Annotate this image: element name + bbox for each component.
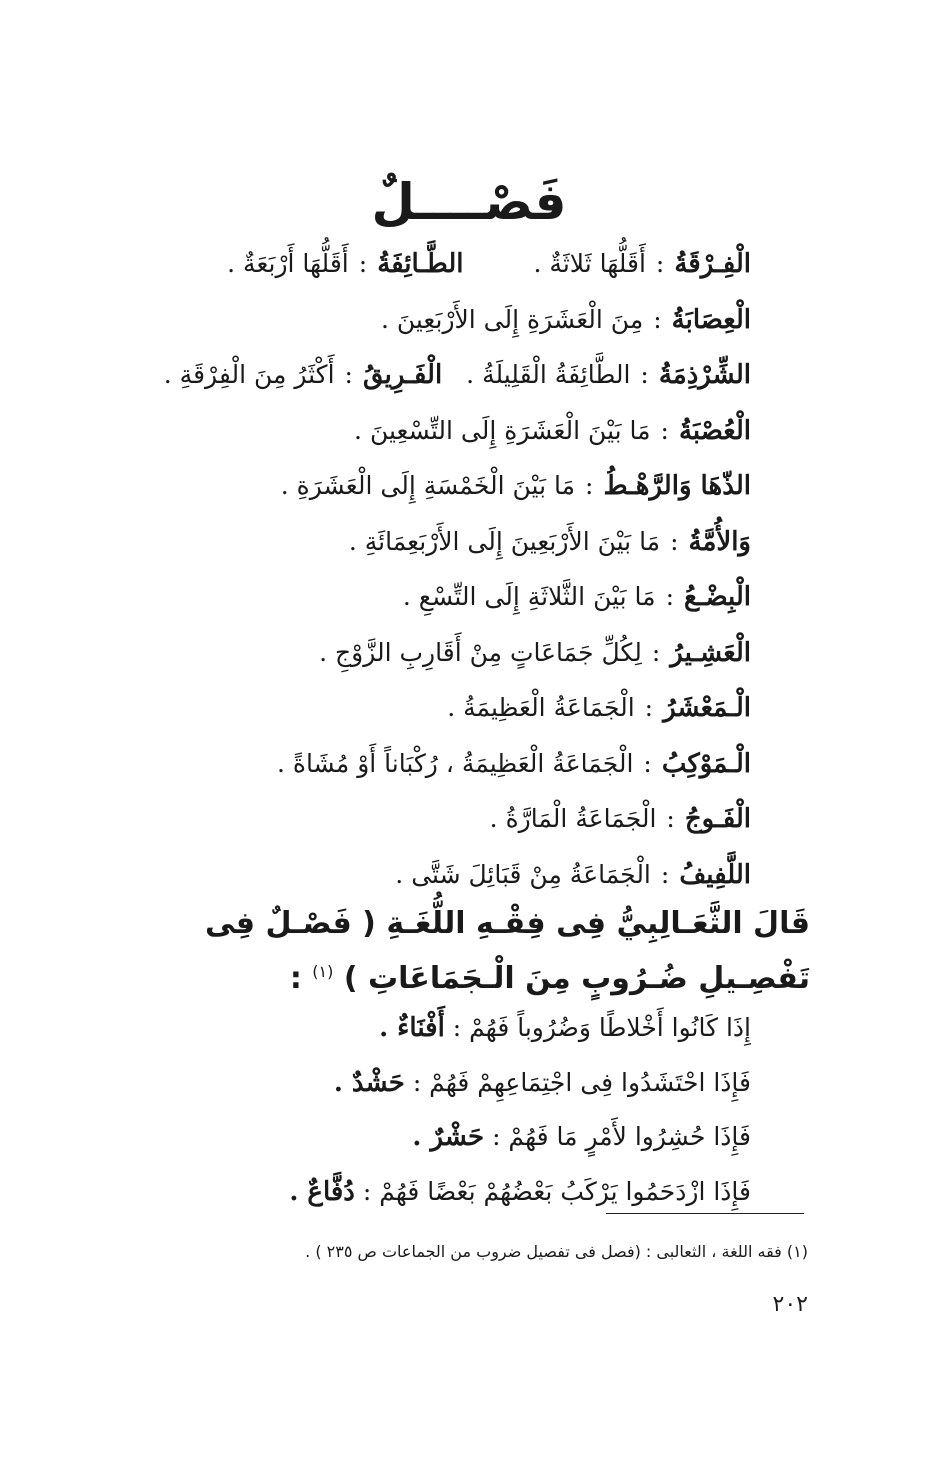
- entry-term: وَالأُمَّةُ: [688, 526, 751, 557]
- quote-colon: :: [289, 961, 302, 996]
- entry-separator: :: [644, 693, 654, 722]
- footnote: (١) فقه اللغة ، الثعالبى : (فصل فى تفصيل ضروب من الجماعات ص ٢٣٥ ) .: [305, 1242, 808, 1261]
- entry-separator: :: [660, 859, 670, 889]
- case-text: فَإِذَا ازْدَحَمُوا يَرْكَبُ بَعْضُهُمْ بَعْضًا فَهُمْ :: [362, 1176, 751, 1206]
- entry-term: الشِّرْذِمَةُ: [658, 360, 751, 390]
- entry-term-second: الْفَـرِيقُ: [362, 360, 443, 390]
- case-answer: حَشْدٌ .: [333, 1067, 405, 1098]
- entry-line: [151, 522, 751, 578]
- entry-term: اللَّفِيفُ: [679, 859, 751, 890]
- entry-definition: الْجَمَاعَةُ مِنْ قَبَائِلَ شَتَّى .: [395, 859, 651, 889]
- quote-text: قَالَ الثَّعَـالِبِيُّ فِى فِقْـهِ اللُّغَـةِ ( فَصْـلٌ فِى تَفْصِـيلِ ضُـرُوبٍ مِنَ الْـجَمَاعَاتِ ): [205, 906, 810, 996]
- case-text: فَإِذَا احْتَشَدُوا فِى اجْتِمَاعِهِمْ فَهُمْ :: [412, 1067, 751, 1097]
- entry-line: [151, 577, 751, 633]
- entry-line: [151, 355, 751, 411]
- entry-line: [151, 300, 751, 356]
- entry-line: [151, 411, 751, 467]
- footnote-divider: [606, 1213, 804, 1214]
- entry-list: [151, 244, 751, 910]
- entry-line: [151, 244, 751, 300]
- entry-line: [151, 688, 751, 744]
- entry-term: الْعَشِـيرُ: [670, 637, 751, 668]
- entry-term: الْـمَعْشَرُ: [663, 693, 751, 723]
- entry-separator: :: [640, 360, 649, 389]
- entry-definition: الْجَمَاعَةُ الْعَظِيمَةُ .: [447, 693, 635, 722]
- footnote-marker: (١): [312, 962, 334, 981]
- entry-line: [151, 633, 751, 689]
- entry-definition-second: أَكْثَرُ مِنَ الْفِرْقَةِ .: [163, 360, 335, 389]
- entry-definition: الْجَمَاعَةُ الْمَارَّةُ .: [489, 804, 657, 833]
- entry-definition: مَا بَيْنَ الْخَمْسَةِ إِلَى الْعَشَرَةِ .: [280, 471, 576, 500]
- case-line: [151, 1117, 751, 1172]
- entry-separator: :: [653, 304, 662, 334]
- case-line: [151, 1008, 751, 1063]
- entry-term: الْعُصْبَةُ: [678, 415, 751, 446]
- entry-term: الْعِصَابَةُ: [671, 304, 751, 335]
- entry-separator-second: :: [358, 249, 368, 278]
- entry-term: الذّهَا وَالرَّهْـطُ: [603, 471, 751, 501]
- page-number: ٢٠٢: [772, 1292, 808, 1317]
- entry-line: [151, 466, 751, 522]
- entry-term: الْـمَوْكِبُ: [661, 748, 751, 779]
- entry-separator-second: :: [344, 360, 353, 389]
- entry-separator: :: [651, 637, 661, 667]
- entry-separator: :: [666, 804, 675, 833]
- entry-line: [151, 744, 751, 800]
- case-line: [151, 1063, 751, 1118]
- entry-definition: مَا بَيْنَ الْعَشَرَةِ إِلَى التِّسْعِينَ .: [354, 415, 651, 445]
- case-line: [151, 1172, 751, 1227]
- entry-definition: الْجَمَاعَةُ الْعَظِيمَةُ ، رُكْبَاناً أَوْ مُشَاةً .: [276, 748, 634, 778]
- case-answer: دُفَّاعٌ .: [289, 1176, 355, 1207]
- entry-definition: الطَّائِفَةُ الْقَلِيلَةُ .: [466, 360, 631, 389]
- source-quote-heading: [130, 900, 810, 1003]
- entry-definition: أَقَلُّهَا ثَلاثَةٌ .: [533, 249, 646, 278]
- entry-term: الْفَـوجُ: [684, 804, 751, 834]
- entry-separator: :: [655, 249, 665, 278]
- entry-term: الْبِضْـعُ: [684, 582, 751, 612]
- entry-definition: لِكُلِّ جَمَاعَاتٍ مِنْ أَقَارِبِ الزَّوْجِ .: [319, 637, 642, 667]
- entry-line: [151, 799, 751, 855]
- entry-definition: مَا بَيْنَ الأَرْبَعِينَ إِلَى الأَرْبَعِمَائَةِ .: [348, 526, 661, 556]
- case-text: فَإِذَا حُشِرُوا لأَمْرٍ مَا فَهُمْ :: [492, 1122, 751, 1151]
- entry-definition-second: أَقَلُّهَا أَرْبَعَةٌ .: [227, 249, 349, 278]
- entry-term-second: الطَّـائِفَةُ: [377, 249, 464, 279]
- entry-definition: مَا بَيْنَ الثَّلاثَةِ إِلَى التِّسْعِ .: [402, 582, 656, 611]
- entry-separator: :: [670, 526, 679, 556]
- entry-separator: :: [660, 415, 669, 445]
- case-list: [151, 1008, 751, 1226]
- entry-term: الْفِـرْقَةُ: [674, 249, 751, 279]
- case-answer: حَشْرٌ .: [412, 1122, 485, 1152]
- case-text: إِذَا كَانُوا أَخْلاطًا وَضُرُوباً فَهُمْ :: [452, 1013, 751, 1042]
- section-title: فَصْــــلٌ: [371, 173, 567, 231]
- entry-definition: مِنَ الْعَشَرَةِ إِلَى الأَرْبَعِينَ .: [380, 304, 644, 334]
- entry-separator: :: [665, 582, 674, 611]
- case-answer: أَفْنَاءٌ .: [379, 1013, 445, 1043]
- entry-separator: :: [643, 748, 652, 778]
- entry-separator: :: [585, 471, 594, 500]
